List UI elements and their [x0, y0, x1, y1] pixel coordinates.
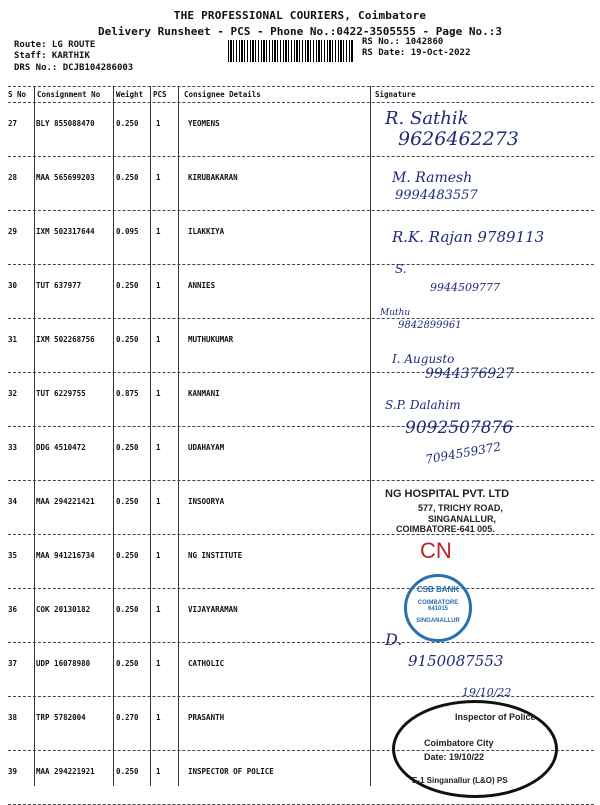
staff-label: Staff: KARTHIK: [14, 51, 90, 61]
header-signature: Signature: [375, 90, 416, 99]
cell-pcs: 1: [156, 713, 161, 722]
cell-weight: 0.270: [116, 713, 139, 722]
col-divider: [370, 86, 371, 786]
handwritten-signature: S.P. Dalahim: [385, 398, 461, 412]
cell-consignment: MAA 941216734: [36, 551, 95, 560]
col-divider: [178, 86, 179, 786]
handwritten-signature: R.K. Rajan 9789113: [392, 228, 545, 246]
cell-consignment: TRP 5782004: [36, 713, 86, 722]
cell-weight: 0.250: [116, 497, 139, 506]
cell-consignment: MAA 294221921: [36, 767, 95, 776]
cell-consignment: DDG 4510472: [36, 443, 86, 452]
cell-details: VIJAYARAMAN: [188, 605, 238, 614]
handwritten-phone: 9944376927: [425, 366, 515, 382]
cell-details: NG INSTITUTE: [188, 551, 243, 560]
cell-pcs: 1: [156, 551, 161, 560]
row-divider: [8, 642, 594, 643]
bank-seal-mid: COIMBATORE 641015: [417, 600, 459, 612]
cell-consignment: COK 20130182: [36, 605, 91, 614]
handwritten-date: 19/10/22: [462, 686, 512, 699]
handwritten-phone: 9994483557: [395, 188, 478, 203]
cell-pcs: 1: [156, 173, 161, 182]
handwritten-signature: R. Sathik: [385, 108, 469, 129]
rs-date: RS Date: 19-Oct-2022: [362, 48, 471, 58]
cell-weight: 0.250: [116, 119, 139, 128]
cell-details: YEOMENS: [188, 119, 220, 128]
handwritten-phone: 9626462273: [398, 128, 519, 150]
cell-details: ILAKKIYA: [188, 227, 225, 236]
cell-sno: 27: [8, 119, 18, 128]
cell-details: CATHOLIC: [188, 659, 225, 668]
cell-sno: 28: [8, 173, 18, 182]
row-divider: [8, 156, 594, 157]
hospital-stamp-address: 577, TRICHY ROAD,: [418, 503, 503, 513]
row-divider: [8, 534, 594, 535]
cell-pcs: 1: [156, 605, 161, 614]
barcode: [228, 40, 354, 62]
drs-number: DRS No.: DCJB104286003: [14, 63, 134, 73]
cell-sno: 38: [8, 713, 18, 722]
cell-details: INSPECTOR OF POLICE: [188, 767, 274, 776]
header-pcs: PCS: [153, 90, 167, 99]
cell-weight: 0.250: [116, 335, 139, 344]
row-divider: [8, 264, 594, 265]
cell-details: UDAHAYAM: [188, 443, 225, 452]
cell-weight: 0.250: [116, 443, 139, 452]
cell-sno: 39: [8, 767, 18, 776]
company-title: THE PROFESSIONAL COURIERS, Coimbatore: [173, 9, 427, 22]
police-seal-date: Date: 19/10/22: [424, 752, 485, 762]
hospital-stamp-area: SINGANALLUR,: [428, 514, 496, 524]
cell-weight: 0.875: [116, 389, 139, 398]
header-sno: S No: [8, 90, 27, 99]
cell-sno: 33: [8, 443, 18, 452]
police-seal-city: Coimbatore City: [424, 738, 494, 748]
header-consignment: Consignment No: [37, 90, 101, 99]
handwritten-signature: D.: [385, 630, 403, 649]
cell-pcs: 1: [156, 443, 161, 452]
cell-weight: 0.250: [116, 551, 139, 560]
cell-pcs: 1: [156, 119, 161, 128]
handwritten-signature: M. Ramesh: [392, 170, 473, 186]
cell-pcs: 1: [156, 335, 161, 344]
cell-pcs: 1: [156, 659, 161, 668]
cell-weight: 0.250: [116, 173, 139, 182]
cell-weight: 0.250: [116, 767, 139, 776]
top-border: [8, 86, 594, 87]
cell-details: PRASANTH: [188, 713, 225, 722]
cell-consignment: TUT 6229755: [36, 389, 86, 398]
cell-sno: 30: [8, 281, 18, 290]
cell-sno: 37: [8, 659, 18, 668]
cell-sno: 31: [8, 335, 18, 344]
handwritten-signature: I. Augusto: [392, 352, 455, 366]
cell-pcs: 1: [156, 281, 161, 290]
rs-number: RS No.: 1042860: [362, 37, 444, 47]
cell-details: ANNIES: [188, 281, 216, 290]
handwritten-phone: 7094559372: [424, 439, 502, 467]
red-initials: CN: [420, 538, 452, 563]
cell-details: INSOORYA: [188, 497, 225, 506]
cell-weight: 0.095: [116, 227, 139, 236]
col-divider: [34, 86, 35, 786]
hospital-stamp-name: NG HOSPITAL PVT. LTD: [385, 488, 510, 500]
cell-consignment: BLY 855088470: [36, 119, 95, 128]
cell-weight: 0.250: [116, 659, 139, 668]
row-divider: [8, 480, 594, 481]
handwritten-phone: 9842899961: [398, 320, 462, 331]
cell-pcs: 1: [156, 767, 161, 776]
bank-seal-bottom: SINGANALLUR: [416, 618, 460, 624]
cell-consignment: IXM 502317644: [36, 227, 95, 236]
handwritten-phone: 9150087553: [408, 652, 504, 670]
police-seal-bottom: E-1 Singanallur (L&O) PS: [412, 776, 508, 785]
row-divider: [8, 210, 594, 211]
header-weight: Weight: [116, 90, 144, 99]
bank-seal: [404, 574, 472, 642]
cell-details: KIRUBAKARAN: [188, 173, 238, 182]
cell-pcs: 1: [156, 497, 161, 506]
cell-pcs: 1: [156, 389, 161, 398]
cell-weight: 0.250: [116, 605, 139, 614]
cell-sno: 29: [8, 227, 18, 236]
cell-weight: 0.250: [116, 281, 139, 290]
cell-sno: 32: [8, 389, 18, 398]
cell-consignment: UDP 16078980: [36, 659, 91, 668]
header-divider: [8, 102, 594, 103]
cell-sno: 34: [8, 497, 18, 506]
cell-consignment: IXM 502268756: [36, 335, 95, 344]
cell-details: KANMANI: [188, 389, 220, 398]
row-divider: [8, 588, 594, 589]
cell-pcs: 1: [156, 227, 161, 236]
bank-seal-top: CSB BANK: [416, 585, 460, 594]
cell-consignment: MAA 294221421: [36, 497, 95, 506]
cell-consignment: MAA 565699203: [36, 173, 95, 182]
col-divider: [150, 86, 151, 786]
col-divider: [113, 86, 114, 786]
hospital-stamp-city: COIMBATORE-641 005.: [396, 524, 495, 534]
row-divider: [8, 318, 594, 319]
handwritten-signature: S.: [395, 262, 407, 276]
cell-consignment: TUT 637977: [36, 281, 82, 290]
handwritten-signature: Muthu: [380, 308, 411, 318]
route-label: Route: LG ROUTE: [14, 40, 96, 50]
police-seal-top: Inspector of Police: [455, 712, 536, 722]
handwritten-phone: 9092507876: [405, 418, 514, 438]
cell-sno: 35: [8, 551, 18, 560]
runsheet-subtitle: Delivery Runsheet - PCS - Phone No.:0422-3505555 - Page No.:3: [98, 25, 502, 38]
handwritten-phone: 9944509777: [430, 281, 500, 294]
header-consignee: Consignee Details: [184, 90, 261, 99]
cell-sno: 36: [8, 605, 18, 614]
cell-details: MUTHUKUMAR: [188, 335, 234, 344]
